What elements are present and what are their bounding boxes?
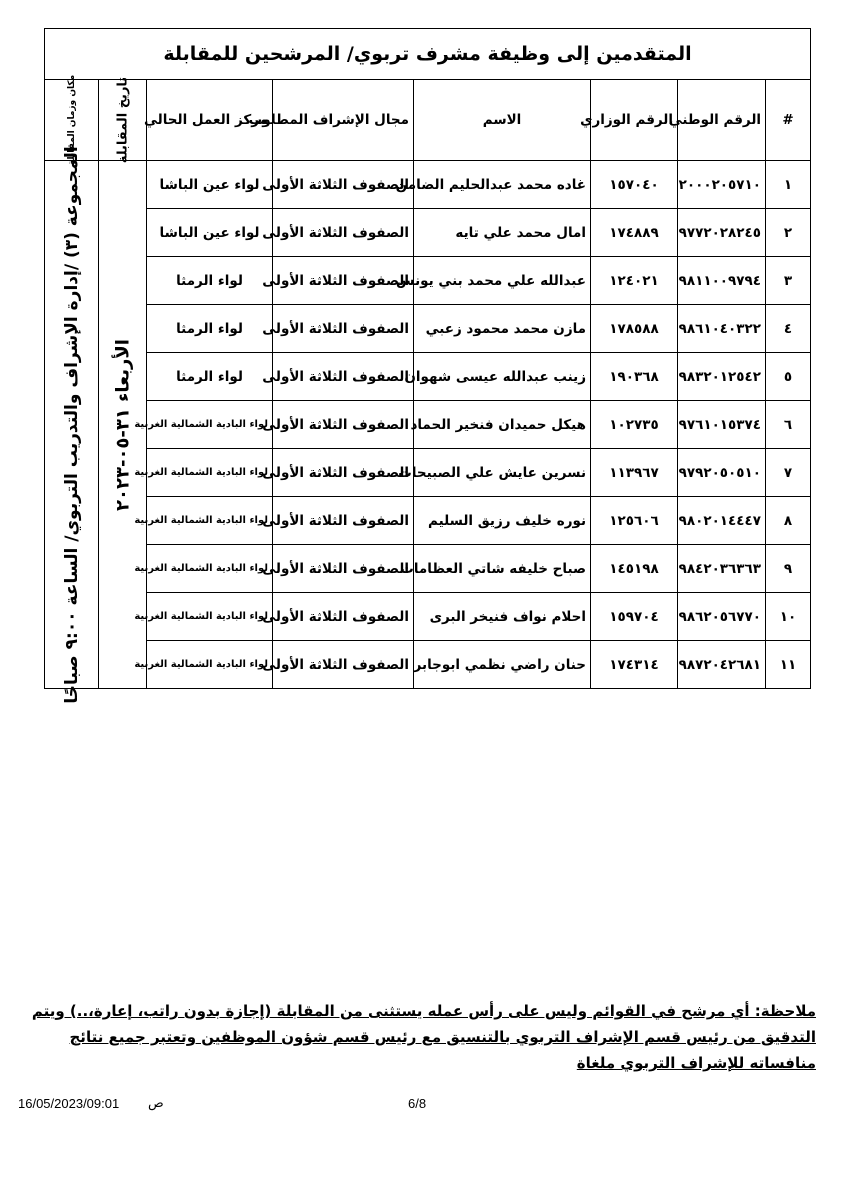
row-ministry-id-cell: ١٧٨٥٨٨ [591, 305, 678, 353]
row-workplace-cell: لواء البادية الشمالية الغربية [147, 401, 273, 449]
row-workplace-cell: لواء عين الباشا [147, 161, 273, 209]
row-workplace-cell: لواء البادية الشمالية الغربية [147, 449, 273, 497]
interview-date-text: الأربعاء ٣١-٠٥-٢٠٢٣ [112, 338, 134, 511]
row-field-cell: الصفوف الثلاثة الأولى [273, 641, 414, 689]
table-row [45, 161, 811, 209]
row-field-cell: الصفوف الثلاثة الأولى [273, 353, 414, 401]
table-row [45, 497, 811, 545]
row-national-id-cell: ٩٨٠٢٠١٤٤٤٧ [678, 497, 766, 545]
row-num-cell: ٦ [766, 401, 811, 449]
row-workplace-cell: لواء عين الباشا [147, 209, 273, 257]
row-num-cell: ٣ [766, 257, 811, 305]
col-header-name: الاسم [414, 80, 591, 161]
row-field-cell: الصفوف الثلاثة الأولى [273, 449, 414, 497]
row-national-id-cell: ٩٨٤٢٠٣٦٣٦٣ [678, 545, 766, 593]
row-workplace-cell: لواء البادية الشمالية الغربية [147, 593, 273, 641]
row-ministry-id-cell: ١٢٤٠٢١ [591, 257, 678, 305]
row-name-cell: نسرين عايش علي الصبيحات [414, 449, 591, 497]
table-row [45, 641, 811, 689]
row-name-cell: صباح خليفه شاتي العظامات [414, 545, 591, 593]
row-num-cell: ٩ [766, 545, 811, 593]
row-workplace-cell: لواء البادية الشمالية الغربية [147, 641, 273, 689]
footer-timestamp-suffix: ص [148, 1096, 164, 1111]
row-field-cell: الصفوف الثلاثة الأولى [273, 161, 414, 209]
candidates-table [44, 28, 811, 704]
row-national-id-cell: ٩٧٧٢٠٢٨٢٤٥ [678, 209, 766, 257]
interview-place-text: المجموعة (٣) /إدارة الإشراف والتدريب التربوي/ الساعة ٩:٠٠ صباحًا [61, 145, 82, 704]
col-header-ministry-id: الرقم الوزاري [591, 80, 678, 161]
row-workplace-cell: لواء البادية الشمالية الغربية [147, 497, 273, 545]
col-header-place: مكان وزمان المقابلة [45, 80, 99, 161]
table-row [45, 401, 811, 449]
col-header-field: مجال الإشراف المطلوب [273, 80, 414, 161]
row-name-cell: امال محمد علي تايه [414, 209, 591, 257]
note-text: ملاحظة: أي مرشح في القوائم وليس على رأس عمله يستثنى من المقابلة (إجازة بدون راتب، إعارة،..) ويتم التدقيق من رئيس قسم الإشراف التربوي بالتنسيق مع رئيس قسم شؤون الموظفين وتعتبر جميع نتائج منافساته للإشراف التربوي ملغاة [31, 1002, 816, 1072]
row-national-id-cell: ٢٠٠٠٢٠٥٧١٠ [678, 161, 766, 209]
row-national-id-cell: ٩٨٧٢٠٤٢٦٨١ [678, 641, 766, 689]
table-row [45, 593, 811, 641]
table-row [45, 305, 811, 353]
col-header-num: # [766, 80, 811, 161]
table-row [45, 353, 811, 401]
row-ministry-id-cell: ١٠٢٧٣٥ [591, 401, 678, 449]
row-name-cell: مازن محمد محمود زعبي [414, 305, 591, 353]
row-field-cell: الصفوف الثلاثة الأولى [273, 305, 414, 353]
row-workplace-cell: لواء الرمثا [147, 257, 273, 305]
row-ministry-id-cell: ١٩٠٣٦٨ [591, 353, 678, 401]
table-row [45, 545, 811, 593]
row-field-cell: الصفوف الثلاثة الأولى [273, 497, 414, 545]
row-field-cell: الصفوف الثلاثة الأولى [273, 545, 414, 593]
footer-page-number: 6/8 [408, 1096, 427, 1111]
row-national-id-cell: ٩٨٦٢٠٥٦٧٧٠ [678, 593, 766, 641]
table-row [45, 209, 811, 257]
row-ministry-id-cell: ١٤٥١٩٨ [591, 545, 678, 593]
row-name-cell: حنان راضي نظمي ابوجابر [414, 641, 591, 689]
row-national-id-cell: ٩٨٣٢٠١٢٥٤٢ [678, 353, 766, 401]
row-ministry-id-cell: ١٧٤٨٨٩ [591, 209, 678, 257]
row-national-id-cell: ٩٨٦١٠٤٠٣٢٢ [678, 305, 766, 353]
row-name-cell: نوره خليف رزيق السليم [414, 497, 591, 545]
table-row [45, 257, 811, 305]
row-ministry-id-cell: ١٧٤٣١٤ [591, 641, 678, 689]
row-num-cell: ٢ [766, 209, 811, 257]
row-field-cell: الصفوف الثلاثة الأولى [273, 257, 414, 305]
row-num-cell: ١٠ [766, 593, 811, 641]
row-field-cell: الصفوف الثلاثة الأولى [273, 209, 414, 257]
row-national-id-cell: ٩٨١١٠٠٩٧٩٤ [678, 257, 766, 305]
row-name-cell: احلام نواف فنيخر البرى [414, 593, 591, 641]
candidates-sheet [44, 28, 810, 704]
row-name-cell: غاده محمد عبدالحليم الضامن [414, 161, 591, 209]
table-row [45, 449, 811, 497]
row-workplace-cell: لواء البادية الشمالية الغربية [147, 545, 273, 593]
row-national-id-cell: ٩٧٦١٠١٥٣٧٤ [678, 401, 766, 449]
row-num-cell: ٨ [766, 497, 811, 545]
row-national-id-cell: ٩٧٩٢٠٥٠٥١٠ [678, 449, 766, 497]
row-name-cell: عبدالله علي محمد بني يونس [414, 257, 591, 305]
table-title: المتقدمين إلى وظيفة مشرف تربوي/ المرشحين للمقابلة [45, 29, 811, 80]
col-header-national-id: الرقم الوطني [678, 80, 766, 161]
row-num-cell: ٥ [766, 353, 811, 401]
footer-timestamp: 16/05/2023/09:01 [18, 1096, 120, 1111]
row-num-cell: ٤ [766, 305, 811, 353]
row-ministry-id-cell: ١٥٩٧٠٤ [591, 593, 678, 641]
row-field-cell: الصفوف الثلاثة الأولى [273, 401, 414, 449]
row-ministry-id-cell: ١٥٧٠٤٠ [591, 161, 678, 209]
row-ministry-id-cell: ١٢٥٦٠٦ [591, 497, 678, 545]
col-header-date: تاريخ المقابلة [99, 80, 147, 161]
row-field-cell: الصفوف الثلاثة الأولى [273, 593, 414, 641]
row-ministry-id-cell: ١١٣٩٦٧ [591, 449, 678, 497]
row-name-cell: هيكل حميدان فنخير الحماد [414, 401, 591, 449]
interview-date-cell [99, 161, 147, 689]
col-header-workplace: مركز العمل الحالي [147, 80, 273, 161]
row-workplace-cell: لواء الرمثا [147, 353, 273, 401]
row-num-cell: ٧ [766, 449, 811, 497]
table-body [45, 145, 811, 704]
row-name-cell: زينب عبدالله عيسى شهوان [414, 353, 591, 401]
row-num-cell: ١ [766, 161, 811, 209]
interview-place-cell [45, 145, 99, 704]
row-num-cell: ١١ [766, 641, 811, 689]
row-workplace-cell: لواء الرمثا [147, 305, 273, 353]
